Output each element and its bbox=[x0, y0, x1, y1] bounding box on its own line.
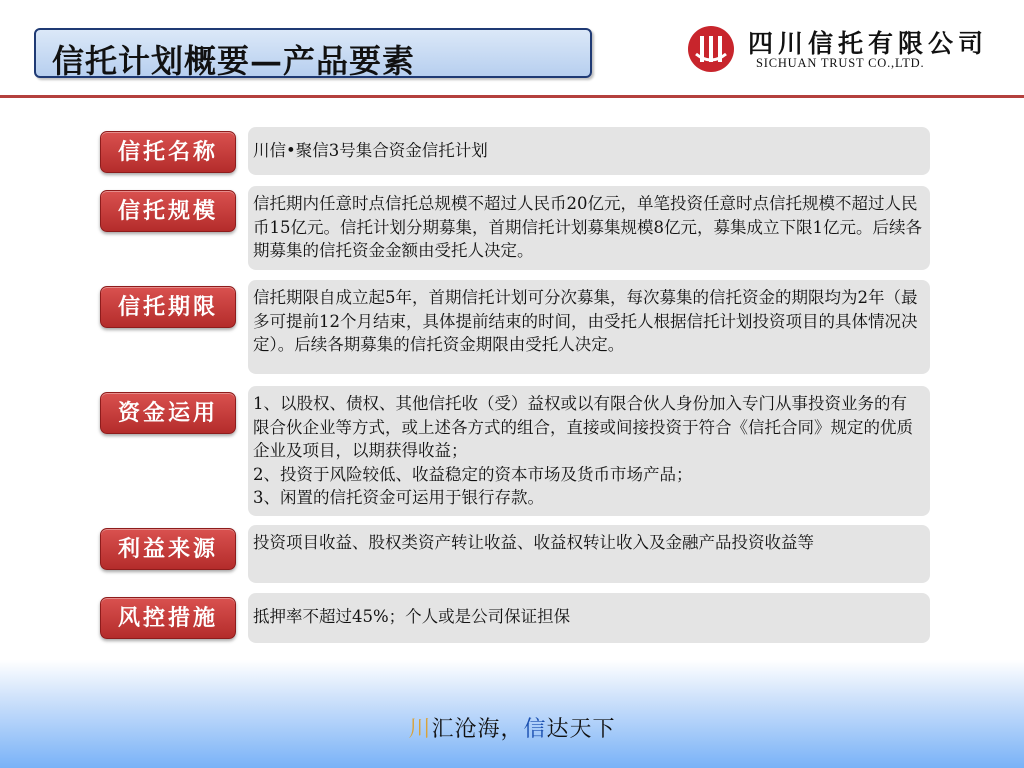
slogan-char-xin: 信 bbox=[523, 717, 547, 742]
slogan-char-chuan: 川 bbox=[408, 717, 432, 742]
label-fund-usage: 资金运用 bbox=[100, 392, 236, 434]
footer-slogan bbox=[0, 712, 1024, 743]
content-risk-control: 抵押率不超过45%；个人或是公司保证担保 bbox=[248, 593, 930, 643]
slogan-text-1: 汇沧海， bbox=[431, 717, 524, 742]
content-fund-usage: 1、以股权、债权、其他信托收（受）益权或以有限合伙人身份加入专门从事投资业务的有限合伙企业等方式，或上述各方式的组合，直接或间接投资于符合《信托合同》规定的优质企业及项目，以期获得收益； 2、投资于风险较低、收益稳定的资本市场及货币市场产品； 3、闲置的信托资金可运用于银行存款。 bbox=[248, 386, 930, 516]
content-trust-scale: 信托期内任意时点信托总规模不超过人民币20亿元，单笔投资任意时点信托规模不超过人民币15亿元。信托计划分期募集，首期信托计划募集规模8亿元，募集成立下限1亿元。后续各期募集的信托资金金额由受托人决定。 bbox=[248, 186, 930, 270]
label-risk-control: 风控措施 bbox=[100, 597, 236, 639]
label-trust-term: 信托期限 bbox=[100, 286, 236, 328]
label-income-source: 利益来源 bbox=[100, 528, 236, 570]
header-divider bbox=[0, 95, 1024, 98]
content-trust-name: 川信•聚信3号集合资金信托计划 bbox=[248, 127, 930, 175]
company-name-en: SICHUAN TRUST CO.,LTD. bbox=[756, 56, 925, 70]
title-box bbox=[34, 28, 592, 78]
label-trust-scale: 信托规模 bbox=[100, 190, 236, 232]
page-title: 信托计划概要—产品要素 bbox=[52, 42, 416, 80]
label-trust-name: 信托名称 bbox=[100, 131, 236, 173]
company-name-cn: 四川信托有限公司 bbox=[748, 29, 989, 58]
content-trust-term: 信托期限自成立起5年，首期信托计划可分次募集，每次募集的信托资金的期限均为2年（最多可提前12个月结束，具体提前结束的时间，由受托人根据信托计划投资项目的具体情况决定）。后续各期募集的信托资金期限由受托人决定。 bbox=[248, 280, 930, 374]
slogan-text-2: 达天下 bbox=[546, 717, 616, 742]
company-logo-icon bbox=[688, 26, 734, 72]
content-income-source: 投资项目收益、股权类资产转让收益、收益权转让收入及金融产品投资收益等 bbox=[248, 525, 930, 583]
